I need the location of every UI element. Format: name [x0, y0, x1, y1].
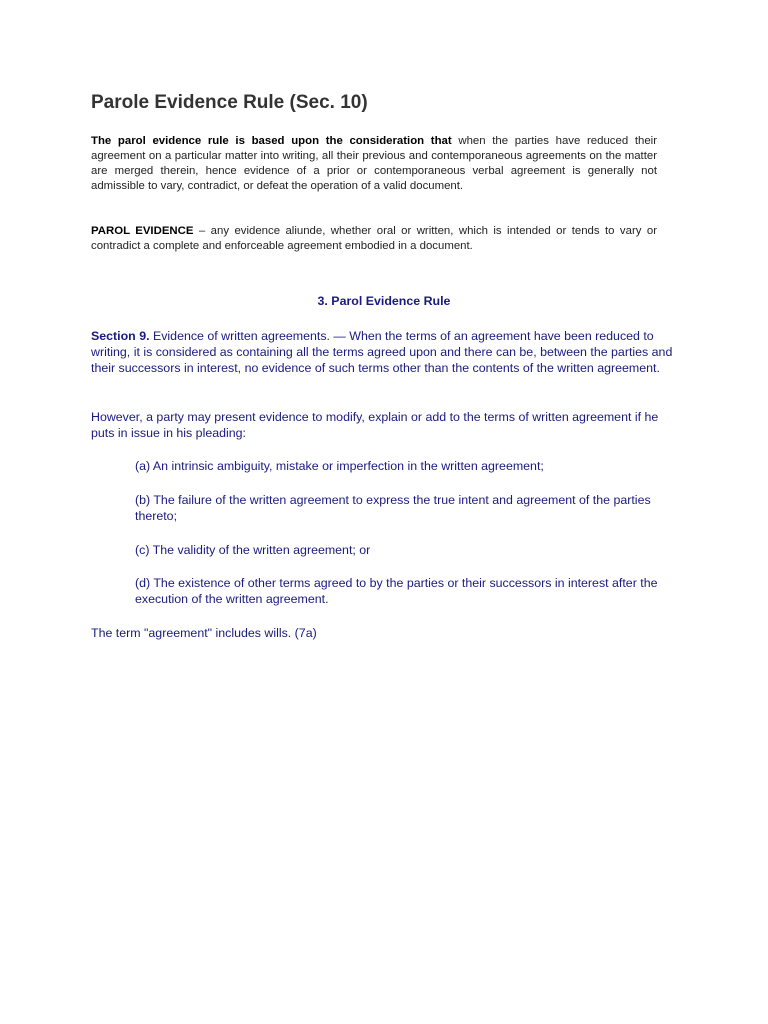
- closing-paragraph: The term "agreement" includes wills. (7a): [91, 626, 317, 640]
- page-title: Parole Evidence Rule (Sec. 10): [91, 92, 368, 113]
- definition-paragraph: [91, 224, 657, 254]
- intro-body: when the parties have reduced their agreement on a particular matter into writing, all their previous and contemporaneous agreements on the matter are merged therein, hence evidence of a prior or contemporaneous verbal agreement is generally not admissible to vary, contradict, or defeat the operation of a valid document.: [91, 135, 657, 192]
- definition-body: – any evidence aliunde, whether oral or written, which is intended or tends to vary or contradict a complete and enforceable agreement embodied in a document.: [91, 225, 657, 252]
- definition-term: PAROL EVIDENCE: [91, 225, 194, 237]
- list-item-b: (b) The failure of the written agreement to express the true intent and agreement of the parties thereto;: [135, 493, 651, 523]
- list-item-d: (d) The existence of other terms agreed to by the parties or their successors in interest after the execution of the written agreement.: [135, 576, 658, 606]
- section-heading: 3. Parol Evidence Rule: [317, 294, 451, 308]
- intro-paragraph: [91, 134, 657, 194]
- intro-lead: The parol evidence rule is based upon the consideration that: [91, 135, 452, 147]
- section-9-label: Section 9.: [91, 329, 150, 343]
- however-paragraph: However, a party may present evidence to modify, explain or add to the terms of written agreement if he puts in issue in his pleading:: [91, 410, 659, 440]
- section-9-paragraph: [91, 328, 681, 376]
- section-9-body: Evidence of written agreements. — When the terms of an agreement have been reduced to writing, it is considered as containing all the terms agreed upon and there can be, between the parties and their successors in interest, no evidence of such terms other than the contents of the written agreement.: [91, 329, 673, 375]
- list-item-c: (c) The validity of the written agreement; or: [135, 543, 371, 557]
- list-item-a: (a) An intrinsic ambiguity, mistake or imperfection in the written agreement;: [135, 459, 544, 473]
